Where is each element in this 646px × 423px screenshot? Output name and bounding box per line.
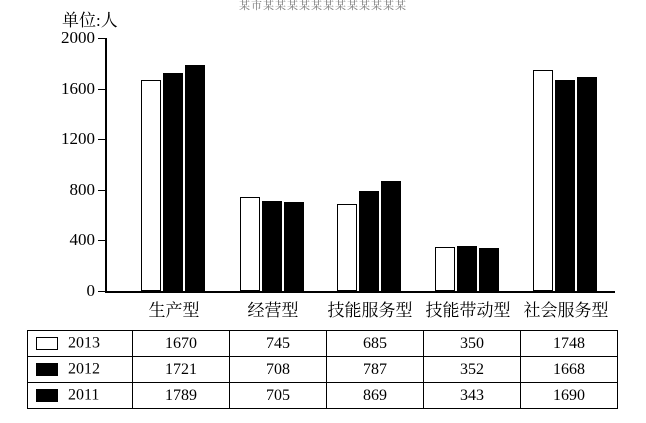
bar-2013-2[interactable]: [337, 204, 357, 291]
y-tick-1200: [98, 139, 105, 140]
y-tick-800: [98, 190, 105, 191]
legend-cell-2011: [28, 383, 133, 409]
table-row: [28, 357, 618, 383]
legend-cell-2013: [28, 331, 133, 357]
bar-group-0: [141, 38, 211, 320]
category-label-2: 技能服务型: [327, 301, 413, 320]
data-table: [27, 330, 618, 409]
bar-2012-2[interactable]: [359, 191, 379, 291]
bar-2013-3[interactable]: [435, 247, 455, 291]
bar-group-4: [523, 38, 609, 320]
category-label-3: 技能带动型: [425, 301, 511, 320]
y-tick-label-400: 400: [69, 230, 95, 250]
cell-2013-4: 1748: [521, 331, 618, 357]
table-row: [28, 383, 618, 409]
bar-2011-1[interactable]: [284, 202, 304, 291]
y-tick-2000: [98, 38, 105, 39]
bar-group-2: [327, 38, 413, 320]
cell-2013-1: 745: [230, 331, 327, 357]
cell-2011-0: 1789: [133, 383, 230, 409]
cell-2011-3: 343: [424, 383, 521, 409]
bar-2011-3[interactable]: [479, 248, 499, 291]
y-tick-400: [98, 240, 105, 241]
category-label-0: 生产型: [148, 301, 200, 320]
bar-group-1: [240, 38, 310, 320]
category-label-4: 社会服务型: [523, 301, 609, 320]
y-axis: [105, 38, 107, 293]
legend-swatch-icon: [36, 363, 58, 376]
cell-2013-3: 350: [424, 331, 521, 357]
cell-2012-2: 787: [327, 357, 424, 383]
cell-2012-0: 1721: [133, 357, 230, 383]
legend-swatch-icon: [36, 337, 58, 350]
bar-2013-0[interactable]: [141, 80, 161, 291]
bar-2011-2[interactable]: [381, 181, 401, 291]
y-tick-label-2000: 2000: [61, 28, 95, 47]
y-tick-1600: [98, 89, 105, 90]
cell-2012-4: 1668: [521, 357, 618, 383]
bar-2012-0[interactable]: [163, 73, 183, 291]
y-tick-label-1600: 1600: [61, 78, 95, 98]
bar-2013-1[interactable]: [240, 197, 260, 291]
bar-2012-3[interactable]: [457, 246, 477, 291]
cell-2012-1: 708: [230, 357, 327, 383]
category-label-1: 经营型: [247, 301, 299, 320]
plot-area: [61, 28, 615, 320]
legend-cell-2012: [28, 357, 133, 383]
bar-2011-4[interactable]: [577, 77, 597, 291]
y-tick-label-1200: 1200: [61, 129, 95, 149]
cell-2011-1: 705: [230, 383, 327, 409]
cell-2011-4: 1690: [521, 383, 618, 409]
x-axis: [105, 291, 615, 293]
y-tick-label-0: 0: [86, 281, 95, 300]
table-row: [28, 331, 618, 357]
legend-label-2011: 2011: [68, 386, 100, 404]
y-tick-0: [98, 291, 105, 292]
bar-2013-4[interactable]: [533, 70, 553, 291]
bar-2011-0[interactable]: [185, 65, 205, 291]
unit-label: 单位:人: [62, 11, 118, 30]
bar-2012-1[interactable]: [262, 201, 282, 291]
y-tick-label-800: 800: [69, 179, 95, 199]
cell-2012-3: 352: [424, 357, 521, 383]
cell-2011-2: 869: [327, 383, 424, 409]
bar-2012-4[interactable]: [555, 80, 575, 291]
legend-label-2013: 2013: [68, 334, 100, 352]
legend-swatch-icon: [36, 389, 58, 402]
cell-2013-2: 685: [327, 331, 424, 357]
chart-title: 某市某某某某某某某某某某某某: [239, 0, 407, 12]
legend-label-2012: 2012: [68, 360, 100, 378]
cell-2013-0: 1670: [133, 331, 230, 357]
bar-group-3: [425, 38, 511, 320]
